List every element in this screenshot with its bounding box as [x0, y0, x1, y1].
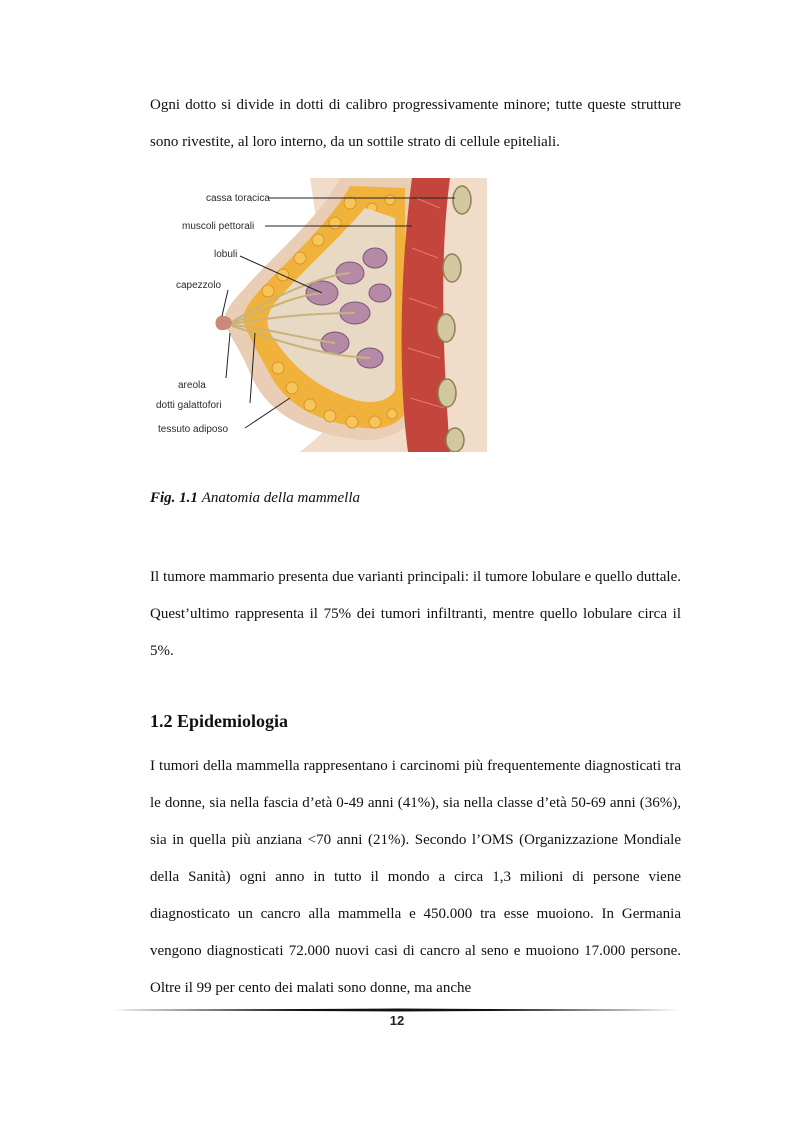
caption-label: Fig. 1.1: [150, 490, 198, 506]
label-lobuli: lobuli: [214, 249, 238, 260]
footer-rule: [115, 1008, 680, 1012]
breast-anatomy-figure: [150, 178, 487, 452]
label-areola: areola: [178, 380, 206, 391]
paragraph-epidemiologia: I tumori della mammella rappresentano i carcinomi più frequentemente diagnosticati tra le donne, sia nella fascia d’età 0-49 anni (41%), sia nella classe d’età 50-69 anni (36%), sia in quella più anziana <70 anni (21%). Secondo l’OMS (Organizzazione Mondiale della Sanità) ogni anno in tutto il mondo a circa 1,3 milioni di persone viene diagnosticato un cancro alla mammella e 450.000 tra esse muoiono. In Germania vengono diagnosticati 72.000 nuovi casi di cancro al seno e muoiono 17.000 persone. Oltre il 99 per cento dei malati sono donne, ma anche: [150, 758, 681, 996]
paragraph-varianti: Il tumore mammario presenta due varianti principali: il tumore lobulare e quello duttale. Quest’ultimo rappresenta il 75% dei tumori infiltranti, mentre quello lobulare circa il 5%.: [150, 569, 681, 659]
anatomy-illustration: [150, 178, 487, 452]
label-muscoli-pettorali: muscoli pettorali: [182, 221, 255, 232]
section-heading: 1.2 Epidemiologia: [150, 711, 289, 731]
label-cassa-toracica: cassa toracica: [206, 193, 270, 204]
paragraph-intro: Ogni dotto si divide in dotti di calibro progressivamente minore; tutte queste strutture sono rivestite, al loro interno, da un sottile strato di cellule epiteliali.: [150, 97, 681, 150]
figure-caption: [150, 490, 360, 507]
page-number: 12: [389, 1013, 405, 1028]
caption-text: Anatomia della mammella: [201, 490, 361, 506]
label-tessuto-adiposo: tessuto adiposo: [158, 424, 229, 435]
label-dotti-galattofori: dotti galattofori: [156, 400, 222, 411]
label-capezzolo: capezzolo: [176, 280, 222, 291]
